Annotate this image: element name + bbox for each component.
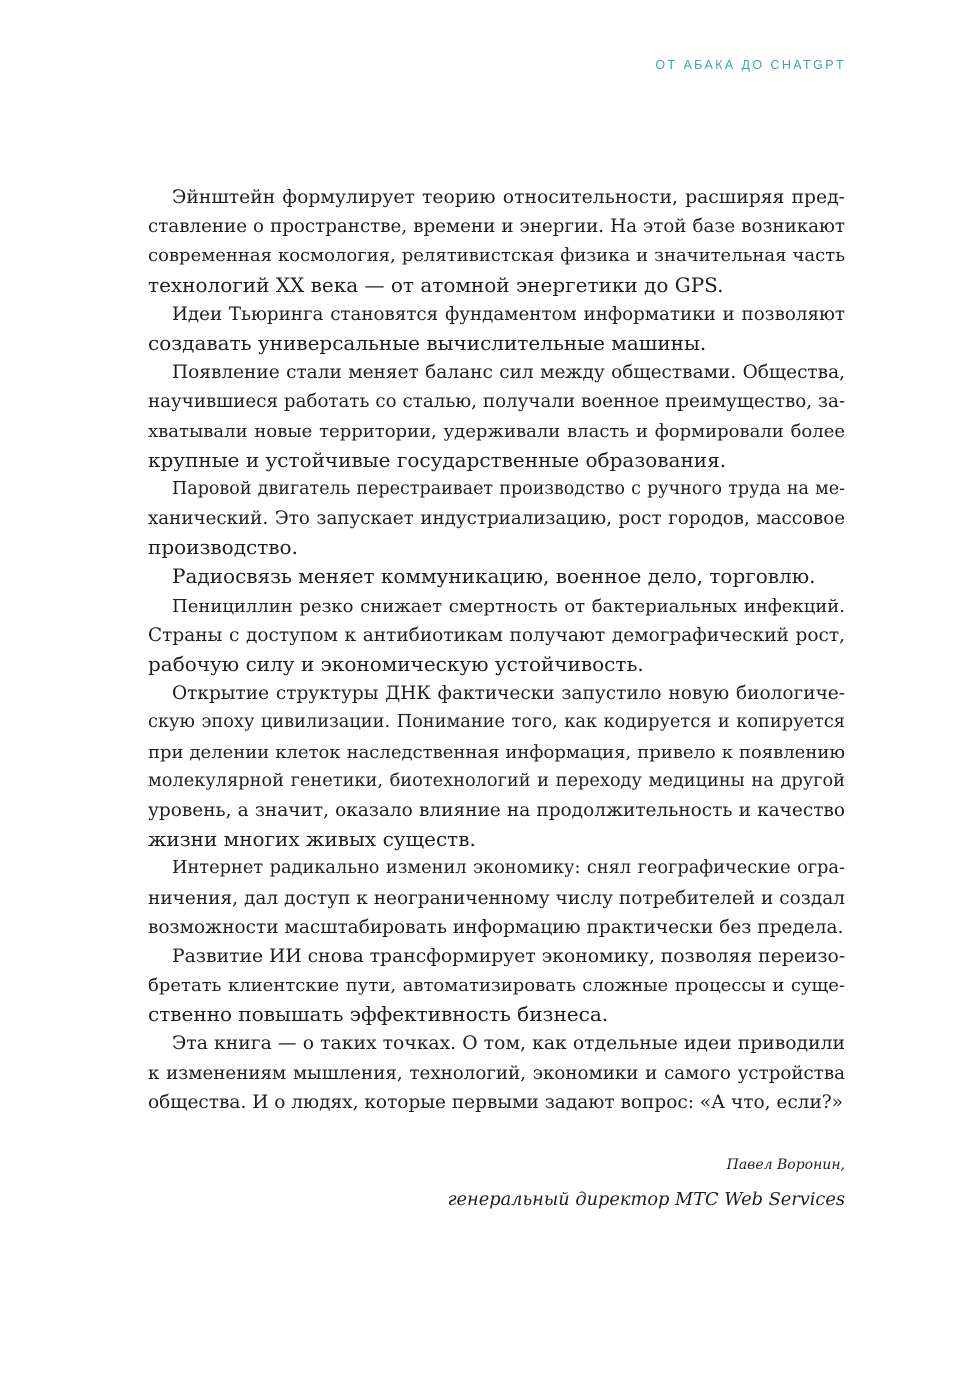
- text-line: к изменениям мышления, технологий, экономики и самого устройства: [148, 1062, 845, 1084]
- text-line: производство.: [148, 535, 298, 560]
- text-line: Развитие ИИ снова трансформирует экономику, позволяя переизо-: [172, 945, 846, 967]
- text-line: Пенициллин резко снижает смертность от бактериальных инфекций.: [172, 595, 845, 617]
- text-line: Паровой двигатель перестраивает производство с ручного труда на ме-: [172, 478, 845, 499]
- text-line: рабочую силу и экономическую устойчивость.: [148, 652, 644, 676]
- text-line: Интернет радикально изменил экономику: снял географические огра-: [172, 858, 845, 879]
- text-line: при делении клеток наследственная информация, привело к появлению: [148, 741, 845, 763]
- text-line: создавать универсальные вычислительные машины.: [148, 330, 707, 355]
- paragraph-steel: [148, 358, 845, 475]
- text-line: Эта книга — о таких точках. О том, как отдельные идеи приводили: [172, 1033, 845, 1055]
- text-line: скую эпоху цивилизации. Понимание того, как кодируется и копируется: [148, 712, 845, 733]
- text-line: ничения, дал доступ к неограниченному числу потребителей и создал: [148, 887, 845, 909]
- paragraph-radio: [148, 562, 845, 591]
- text-line: Появление стали меняет баланс сил между обществами. Общества,: [172, 362, 845, 384]
- paragraph-penicillin: [148, 592, 845, 680]
- text-line: возможности масштабировать информацию практически без предела.: [148, 916, 844, 938]
- text-line: технологий XX века — от атомной энергетики до GPS.: [148, 272, 724, 297]
- paragraph-turing: [148, 300, 845, 358]
- text-line: ственно повышать эффективность бизнеса.: [148, 1002, 609, 1027]
- text-line: общества. И о людях, которые первыми задают вопрос: «А что, если?»: [148, 1091, 844, 1113]
- signature: [448, 1148, 845, 1218]
- text-line: Идеи Тьюринга становятся фундаментом информатики и позволяют: [172, 303, 845, 325]
- text-line: научившиеся работать со сталью, получали военное преимущество, за-: [148, 391, 845, 413]
- text-line: крупные и устойчивые государственные образования.: [148, 447, 727, 472]
- paragraph-book: [148, 1029, 845, 1117]
- body-text: [148, 183, 845, 1117]
- text-line: Открытие структуры ДНК фактически запустило новую биологиче-: [172, 683, 845, 705]
- text-line: ханический. Это запускает индустриализацию, рост городов, массовое: [148, 508, 845, 530]
- paragraph-einstein: [148, 183, 845, 300]
- text-line: Радиосвязь меняет коммуникацию, военное дело, торговлю.: [172, 564, 816, 589]
- paragraph-ai: [148, 942, 845, 1030]
- running-head: ОТ АБАКА ДО CHATGPT: [655, 58, 846, 72]
- paragraph-internet: [148, 854, 845, 942]
- text-line: жизни многих живых существ.: [148, 827, 476, 852]
- text-line: уровень, а значит, оказало влияние на продолжительность и качество: [148, 799, 845, 821]
- text-line: Страны с доступом к антибиотикам получают демографический рост,: [148, 624, 845, 646]
- text-line: Эйнштейн формулирует теорию относительности, расширяя пред-: [172, 187, 845, 208]
- text-line: молекулярной генетики, биотехнологий и переходу медицины на другой: [148, 770, 845, 791]
- paragraph-dna: [148, 679, 845, 854]
- text-line: современная космология, релятивистская физика и значительная часть: [148, 245, 845, 267]
- paragraph-steam: [148, 475, 845, 563]
- text-line: хватывали новые территории, удерживали власть и формировали более: [148, 420, 845, 442]
- signature-name: Павел Воронин,: [726, 1157, 845, 1173]
- signature-title: генеральный директор МТС Web Services: [447, 1190, 845, 1210]
- text-line: бретать клиентские пути, автоматизировать сложные процессы и суще-: [148, 975, 845, 997]
- text-line: ставление о пространстве, времени и энергии. На этой базе возникают: [148, 216, 845, 238]
